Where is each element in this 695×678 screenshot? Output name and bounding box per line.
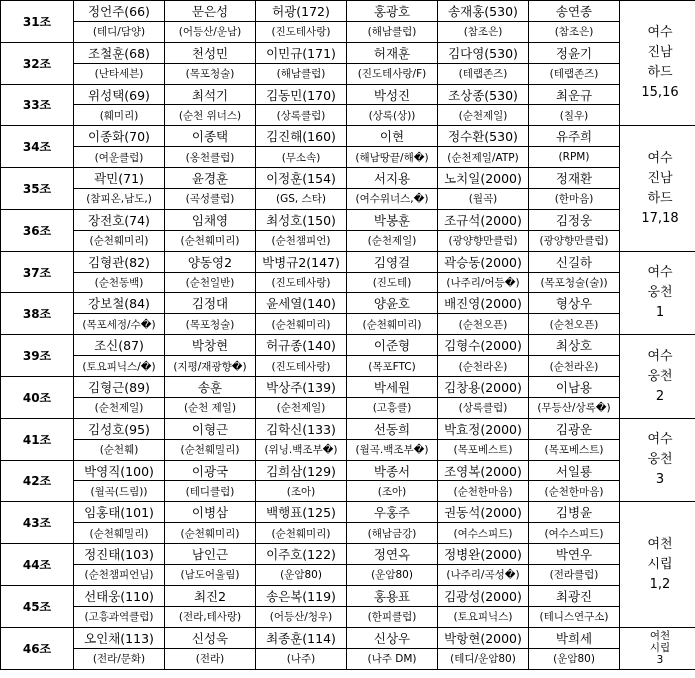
player-name: 정진태(103) xyxy=(74,544,165,565)
player-club: (순천훼미리) xyxy=(74,230,165,251)
player-name: 박항현(2000) xyxy=(438,627,529,648)
group-club-row xyxy=(1,314,695,335)
group-label: 41조 xyxy=(1,418,74,460)
player-club: (월곡(드림)) xyxy=(74,481,165,502)
player-name: 임홍태(101) xyxy=(74,502,165,523)
group-row xyxy=(1,84,695,105)
player-name: 신길하 xyxy=(529,251,620,272)
player-name: 김광성(2000) xyxy=(438,585,529,606)
player-name: 이종화(70) xyxy=(74,126,165,147)
player-club: (순천일반) xyxy=(165,272,256,293)
player-club: (순천훼미리) xyxy=(165,523,256,544)
group-row xyxy=(1,335,695,356)
player-name: 강보철(84) xyxy=(74,293,165,314)
venue-line: 웅천 xyxy=(647,452,673,468)
player-club: (목포베스트) xyxy=(529,439,620,460)
player-name: 김형관(82) xyxy=(74,251,165,272)
player-club: (순천제일) xyxy=(438,105,529,126)
player-club: (전라/문화) xyxy=(74,648,165,669)
group-label: 44조 xyxy=(1,544,74,586)
group-row xyxy=(1,502,695,523)
venue-line: 하드 xyxy=(647,65,673,81)
player-club: (순천동백) xyxy=(74,272,165,293)
group-label: 42조 xyxy=(1,460,74,502)
player-club: (전라클럽) xyxy=(529,565,620,586)
player-name: 노치일(2000) xyxy=(438,168,529,189)
player-name: 위성택(69) xyxy=(74,84,165,105)
player-name: 이민규(171) xyxy=(256,42,347,63)
player-club: (상록클럽) xyxy=(256,105,347,126)
group-label: 39조 xyxy=(1,335,74,377)
player-club: (순천 위너스) xyxy=(165,105,256,126)
player-club: (순천한마음) xyxy=(529,481,620,502)
player-club: (곡성클럽) xyxy=(165,189,256,210)
player-club: (목포FTC) xyxy=(347,356,438,377)
player-club: (순천챔피언님) xyxy=(74,565,165,586)
player-name: 김광운 xyxy=(529,418,620,439)
player-club: (순천 제일) xyxy=(165,397,256,418)
player-club: (조아) xyxy=(256,481,347,502)
player-club: (해남클럽) xyxy=(347,21,438,42)
player-name: 이광국 xyxy=(165,460,256,481)
player-club: (진도테사랑) xyxy=(256,272,347,293)
player-club: (월곡.백조부�) xyxy=(347,439,438,460)
player-name: 김창용(2000) xyxy=(438,377,529,398)
player-name: 백행표(125) xyxy=(256,502,347,523)
player-club: (순천훼미리) xyxy=(347,314,438,335)
player-club: (상록클럽) xyxy=(438,397,529,418)
player-club: (나주 DM) xyxy=(347,648,438,669)
group-label: 43조 xyxy=(1,502,74,544)
player-name: 박상주(139) xyxy=(256,377,347,398)
player-name: 임채영 xyxy=(165,209,256,230)
player-club: (한마음) xyxy=(529,189,620,210)
player-name: 우홍주 xyxy=(347,502,438,523)
venue-line: 여천 xyxy=(649,630,671,643)
player-club: (GS, 스타) xyxy=(256,189,347,210)
player-name: 서지용 xyxy=(347,168,438,189)
player-name: 송훈 xyxy=(165,377,256,398)
venue-cell xyxy=(620,1,695,126)
group-label: 45조 xyxy=(1,585,74,627)
player-club: (무등산/상록�) xyxy=(529,397,620,418)
player-club: (테디/운암80) xyxy=(438,648,529,669)
player-club: (훼미리) xyxy=(74,105,165,126)
player-name: 최상호 xyxy=(529,335,620,356)
player-club: (여수스피드) xyxy=(438,523,529,544)
group-row xyxy=(1,168,695,189)
group-label: 40조 xyxy=(1,377,74,419)
player-club: (운암80) xyxy=(256,565,347,586)
player-club: (어등산/운남) xyxy=(165,21,256,42)
group-club-row xyxy=(1,230,695,251)
player-club: (참조은) xyxy=(529,21,620,42)
player-club: (테디클럽) xyxy=(165,481,256,502)
player-name: 박영직(100) xyxy=(74,460,165,481)
player-name: 이종택 xyxy=(165,126,256,147)
group-club-row xyxy=(1,147,695,168)
group-row xyxy=(1,377,695,398)
player-club: (여운클럽) xyxy=(74,147,165,168)
group-row xyxy=(1,585,695,606)
player-club: (순천훼밀리) xyxy=(74,523,165,544)
venue-line: 1 xyxy=(655,304,665,320)
player-name: 윤세열(140) xyxy=(256,293,347,314)
player-name: 박성진 xyxy=(347,84,438,105)
player-name: 곽민(71) xyxy=(74,168,165,189)
player-club: (RPM) xyxy=(529,147,620,168)
player-club: (순천훼) xyxy=(74,439,165,460)
venue-line: 17,18 xyxy=(641,210,679,226)
player-club: (순천제일) xyxy=(256,397,347,418)
player-name: 김희삼(129) xyxy=(256,460,347,481)
player-name: 이현 xyxy=(347,126,438,147)
player-club: (순천오픈) xyxy=(438,314,529,335)
player-club: (고흥과역클럽) xyxy=(74,606,165,627)
venue-line: 여수 xyxy=(647,25,673,41)
player-club: (나주리/곡성�) xyxy=(438,565,529,586)
group-club-row xyxy=(1,481,695,502)
player-name: 형상우 xyxy=(529,293,620,314)
group-club-row xyxy=(1,439,695,460)
venue-line: 여수 xyxy=(647,264,673,280)
player-name: 서일룡 xyxy=(529,460,620,481)
player-club: (전라,테사랑) xyxy=(165,606,256,627)
player-club: (나주리/어등�) xyxy=(438,272,529,293)
group-club-row xyxy=(1,105,695,126)
player-name: 조철훈(68) xyxy=(74,42,165,63)
player-name: 이주호(122) xyxy=(256,544,347,565)
player-club: (진도테) xyxy=(347,272,438,293)
player-name: 남인근 xyxy=(165,544,256,565)
player-name: 김병윤 xyxy=(529,502,620,523)
player-name: 김다영(530) xyxy=(438,42,529,63)
player-name: 정수환(530) xyxy=(438,126,529,147)
player-club: (칠우) xyxy=(529,105,620,126)
player-name: 김성호(95) xyxy=(74,418,165,439)
venue-cell xyxy=(620,251,695,335)
player-club: (참피온,남도,) xyxy=(74,189,165,210)
group-row xyxy=(1,126,695,147)
player-name: 신상우 xyxy=(347,627,438,648)
player-name: 신성욱 xyxy=(165,627,256,648)
player-name: 허재훈 xyxy=(347,42,438,63)
player-name: 송재홍(530) xyxy=(438,1,529,22)
group-row xyxy=(1,42,695,63)
player-name: 홍광호 xyxy=(347,1,438,22)
group-club-row xyxy=(1,356,695,377)
group-label: 46조 xyxy=(1,627,74,669)
player-club: (나주) xyxy=(256,648,347,669)
player-name: 박봉훈 xyxy=(347,209,438,230)
player-name: 배진영(2000) xyxy=(438,293,529,314)
player-club: (광양향만클럽) xyxy=(529,230,620,251)
group-club-row xyxy=(1,606,695,627)
player-club: (운암80) xyxy=(347,565,438,586)
group-club-row xyxy=(1,565,695,586)
player-name: 천성민 xyxy=(165,42,256,63)
player-club: (목포청술(술)) xyxy=(529,272,620,293)
player-club: (토요피닉스/�) xyxy=(74,356,165,377)
player-club: (목포청술) xyxy=(165,314,256,335)
venue-line: 시립 xyxy=(649,642,671,655)
player-club: (진도테사랑/F) xyxy=(347,63,438,84)
player-name: 곽승동(2000) xyxy=(438,251,529,272)
player-club: (조아) xyxy=(347,481,438,502)
player-club: (순천제일/ATP) xyxy=(438,147,529,168)
player-name: 정연옥 xyxy=(347,544,438,565)
group-row xyxy=(1,544,695,565)
player-name: 선동희 xyxy=(347,418,438,439)
player-name: 김정웅 xyxy=(529,209,620,230)
player-club: (진도테사랑) xyxy=(256,21,347,42)
player-name: 양동영2 xyxy=(165,251,256,272)
player-club: (운암80) xyxy=(529,648,620,669)
player-name: 김동민(170) xyxy=(256,84,347,105)
player-name: 유주희 xyxy=(529,126,620,147)
player-name: 박병규2(147) xyxy=(256,251,347,272)
group-row xyxy=(1,460,695,481)
venue-cell xyxy=(620,502,695,627)
player-name: 박연우 xyxy=(529,544,620,565)
player-name: 장전호(74) xyxy=(74,209,165,230)
group-row xyxy=(1,1,695,22)
player-name: 박희세 xyxy=(529,627,620,648)
player-club: (순천훼미리) xyxy=(256,523,347,544)
player-name: 김정대 xyxy=(165,293,256,314)
player-name: 이정훈(154) xyxy=(256,168,347,189)
player-name: 정병완(2000) xyxy=(438,544,529,565)
player-club: (순천훼밀리) xyxy=(165,439,256,460)
player-club: (순천제일) xyxy=(347,230,438,251)
group-row xyxy=(1,418,695,439)
player-club: (순천훼미리) xyxy=(256,314,347,335)
player-name: 김진해(160) xyxy=(256,126,347,147)
group-label: 37조 xyxy=(1,251,74,293)
player-club: (어등산/청우) xyxy=(256,606,347,627)
player-name: 권동석(2000) xyxy=(438,502,529,523)
venue-cell xyxy=(620,418,695,502)
player-name: 최운규 xyxy=(529,84,620,105)
player-club: (순천훼미리) xyxy=(165,230,256,251)
player-club: (순천오픈) xyxy=(529,314,620,335)
venue-line: 2 xyxy=(655,388,665,404)
player-name: 정윤기 xyxy=(529,42,620,63)
player-name: 조신(87) xyxy=(74,335,165,356)
group-club-row xyxy=(1,272,695,293)
group-row xyxy=(1,293,695,314)
player-name: 선태웅(110) xyxy=(74,585,165,606)
group-label: 33조 xyxy=(1,84,74,126)
venue-line: 진남 xyxy=(647,170,673,186)
venue-line: 3 xyxy=(655,472,665,488)
player-club: (목포베스트) xyxy=(438,439,529,460)
player-club: (옹천클럽) xyxy=(165,147,256,168)
group-label: 36조 xyxy=(1,209,74,251)
player-club: (고흥클) xyxy=(347,397,438,418)
player-club: (여수위너스,�) xyxy=(347,189,438,210)
player-club: (참조은) xyxy=(438,21,529,42)
player-club: (남도어울림) xyxy=(165,565,256,586)
player-club: (목포세정/수�) xyxy=(74,314,165,335)
venue-line: 15,16 xyxy=(641,85,679,101)
venue-line: 시립 xyxy=(647,556,673,572)
player-club: (해남금강) xyxy=(347,523,438,544)
player-club: (난타세븐) xyxy=(74,63,165,84)
group-label: 31조 xyxy=(1,1,74,43)
player-name: 윤경훈 xyxy=(165,168,256,189)
player-club: (순천라온) xyxy=(438,356,529,377)
venue-line: 웅천 xyxy=(647,284,673,300)
player-name: 송연종 xyxy=(529,1,620,22)
player-club: (해남클럽) xyxy=(256,63,347,84)
player-name: 양윤호 xyxy=(347,293,438,314)
group-label: 35조 xyxy=(1,168,74,210)
player-club: (지평/재광향�) xyxy=(165,356,256,377)
venue-cell xyxy=(620,627,695,669)
player-name: 박창현 xyxy=(165,335,256,356)
player-name: 문은성 xyxy=(165,1,256,22)
group-club-row xyxy=(1,63,695,84)
player-name: 정재환 xyxy=(529,168,620,189)
player-name: 홍용표 xyxy=(347,585,438,606)
player-club: (순천라온) xyxy=(529,356,620,377)
player-name: 조규석(2000) xyxy=(438,209,529,230)
player-name: 최종훈(114) xyxy=(256,627,347,648)
player-club: (해남땅끝/해�) xyxy=(347,147,438,168)
player-name: 김영걸 xyxy=(347,251,438,272)
venue-line: 3 xyxy=(656,654,664,667)
player-name: 최석기 xyxy=(165,84,256,105)
venue-cell xyxy=(620,335,695,419)
group-club-row xyxy=(1,397,695,418)
player-name: 김형근(89) xyxy=(74,377,165,398)
player-club: (무소속) xyxy=(256,147,347,168)
player-name: 정언주(66) xyxy=(74,1,165,22)
group-club-row xyxy=(1,523,695,544)
player-name: 이형근 xyxy=(165,418,256,439)
player-club: (순천챔피언) xyxy=(256,230,347,251)
player-name: 박세원 xyxy=(347,377,438,398)
group-label: 32조 xyxy=(1,42,74,84)
player-club: (상록(상)) xyxy=(347,105,438,126)
venue-line: 여천 xyxy=(647,536,673,552)
player-name: 조영복(2000) xyxy=(438,460,529,481)
player-name: 허규종(140) xyxy=(256,335,347,356)
player-name: 박종서 xyxy=(347,460,438,481)
player-name: 조상종(530) xyxy=(438,84,529,105)
group-label: 34조 xyxy=(1,126,74,168)
player-club: (여수스피드) xyxy=(529,523,620,544)
player-club: (월곡) xyxy=(438,189,529,210)
group-club-row xyxy=(1,189,695,210)
player-club: (테니스연구소) xyxy=(529,606,620,627)
venue-line: 1,2 xyxy=(649,576,671,592)
player-club: (순천한마음) xyxy=(438,481,529,502)
venue-line: 여수 xyxy=(647,150,673,166)
player-name: 최성호(150) xyxy=(256,209,347,230)
player-name: 김학신(133) xyxy=(256,418,347,439)
player-club: (순천제일) xyxy=(74,397,165,418)
player-name: 이준형 xyxy=(347,335,438,356)
player-club: (한피클럽) xyxy=(347,606,438,627)
player-name: 허광(172) xyxy=(256,1,347,22)
player-name: 이병삼 xyxy=(165,502,256,523)
group-row xyxy=(1,209,695,230)
player-club: (위닝.백조부�) xyxy=(256,439,347,460)
player-name: 김형수(2000) xyxy=(438,335,529,356)
group-label: 38조 xyxy=(1,293,74,335)
group-club-row xyxy=(1,21,695,42)
venue-line: 웅천 xyxy=(647,368,673,384)
player-name: 송은복(119) xyxy=(256,585,347,606)
group-row xyxy=(1,627,695,648)
player-club: (테랩존즈) xyxy=(529,63,620,84)
player-club: (토요피닉스) xyxy=(438,606,529,627)
player-name: 박효정(2000) xyxy=(438,418,529,439)
player-name: 오인채(113) xyxy=(74,627,165,648)
player-club: (테디/담양) xyxy=(74,21,165,42)
player-name: 이남용 xyxy=(529,377,620,398)
player-club: (진도테사랑) xyxy=(256,356,347,377)
player-club: (광양향만클럽) xyxy=(438,230,529,251)
venue-line: 여수 xyxy=(647,348,673,364)
player-name: 최진2 xyxy=(165,585,256,606)
player-club: (테랩존즈) xyxy=(438,63,529,84)
venue-line: 하드 xyxy=(647,190,673,206)
group-row xyxy=(1,251,695,272)
group-club-row xyxy=(1,648,695,669)
venue-cell xyxy=(620,126,695,251)
player-club: (전라) xyxy=(165,648,256,669)
venue-line: 진남 xyxy=(647,45,673,61)
player-club: (목포청술) xyxy=(165,63,256,84)
player-name: 최광진 xyxy=(529,585,620,606)
venue-line: 여수 xyxy=(647,432,673,448)
